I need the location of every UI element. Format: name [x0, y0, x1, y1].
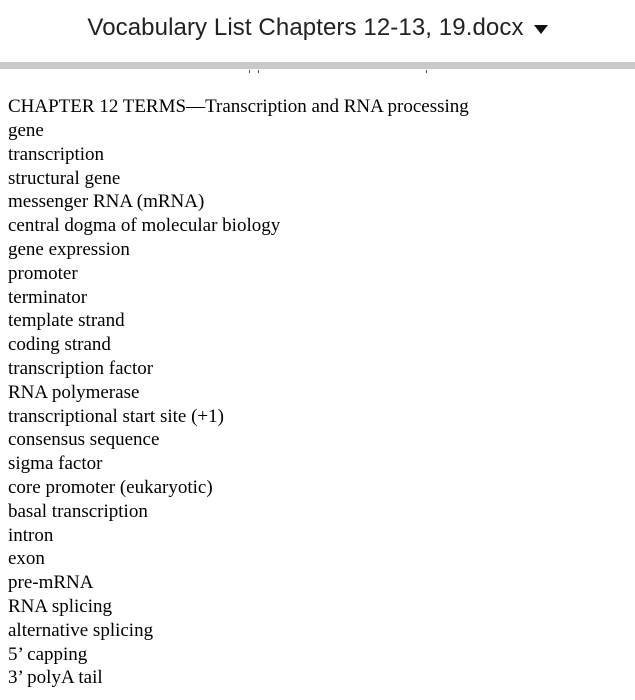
term-item: consensus sequence: [8, 429, 160, 451]
term-item: transcription: [8, 143, 105, 165]
term-item: alternative splicing: [8, 619, 154, 641]
term-item: central dogma of molecular biology: [8, 215, 281, 237]
clipped-text-remnant: [249, 70, 250, 73]
term-item: exon: [8, 548, 45, 570]
term-item: 3’ polyA tail: [8, 667, 103, 689]
term-item: terminator: [8, 286, 88, 308]
term-item: intron: [8, 524, 54, 546]
term-item: structural gene: [8, 167, 121, 189]
document-header: [0, 0, 635, 62]
term-item: sigma factor: [8, 453, 103, 475]
term-item: transcription factor: [8, 357, 154, 379]
term-item: basal transcription: [8, 500, 148, 522]
caret-down-icon: [534, 25, 548, 34]
term-item: messenger RNA (mRNA): [8, 191, 205, 213]
term-item: RNA polymerase: [8, 381, 140, 403]
document-title: Vocabulary List Chapters 12-13, 19.docx: [87, 14, 524, 41]
clipped-text-remnant: [426, 70, 427, 73]
term-item: gene expression: [8, 238, 130, 260]
chapter-heading: CHAPTER 12 TERMS—Transcription and RNA processing: [8, 96, 469, 117]
header-divider: [0, 62, 635, 69]
term-item: coding strand: [8, 334, 111, 356]
term-item: transcriptional start site (+1): [8, 405, 224, 427]
clipped-text-remnant: [258, 70, 259, 73]
term-item: 5’ capping: [8, 643, 88, 665]
document-body: [8, 95, 628, 690]
document-title-dropdown[interactable]: [87, 14, 547, 42]
term-item: promoter: [8, 262, 78, 284]
term-item: template strand: [8, 310, 125, 332]
term-item: pre-mRNA: [8, 572, 94, 594]
term-item: RNA splicing: [8, 595, 112, 617]
term-item: gene: [8, 120, 44, 141]
term-item: core promoter (eukaryotic): [8, 476, 213, 498]
